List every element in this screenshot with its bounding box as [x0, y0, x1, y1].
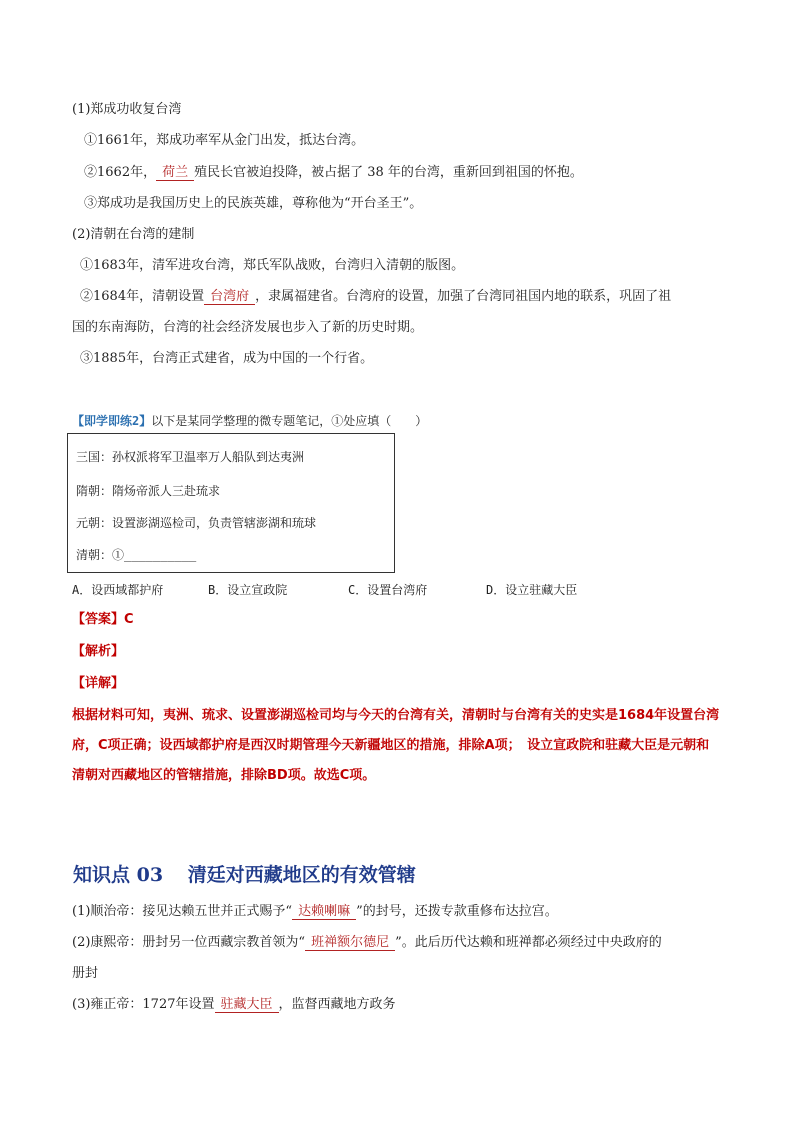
list-item-text: (2)康熙帝：册封另一位西藏宗教首领为“	[72, 935, 306, 950]
list-item-text: ”的封号，还拨专款重修布达拉宫。	[356, 904, 558, 919]
list-item: ③郑成功是我国历史上的民族英雄，尊称他为“开台圣王”。	[84, 196, 423, 211]
list-item-text: (3)雍正帝：1727年设置	[72, 997, 215, 1012]
list-item-text: (1)顺治帝：接见达赖五世并正式赐予“	[72, 904, 293, 919]
fill-blank-answer: 达赖喇嘛	[292, 904, 356, 920]
list-item: ③1885年，台湾正式建省，成为中国的一个行省。	[80, 351, 374, 366]
knowledge-point-title: 清廷对西藏地区的有效管辖	[187, 864, 416, 886]
list-item	[80, 288, 671, 306]
fill-blank-answer: 台湾府	[204, 289, 255, 305]
knowledge-point-heading	[73, 860, 416, 887]
note-line: 三国：孙权派将军卫温率万人船队到达夷洲	[76, 450, 305, 464]
note-line: 隋朝：隋炀帝派人三赴琉求	[76, 484, 221, 498]
list-item: ①1683年，清军进攻台湾，郑氏军队战败，台湾归入清朝的版图。	[80, 258, 465, 273]
question-text: 以下是某同学整理的微专题笔记，①处应填（ ）	[151, 414, 428, 428]
list-item-continuation: 册封	[72, 966, 99, 981]
fill-blank-answer: 驻藏大臣	[215, 997, 279, 1013]
option-b: B．设立宣政院	[208, 583, 288, 597]
fill-blank-answer: 荷兰	[156, 165, 194, 181]
option-a: A．设西域都护府	[72, 583, 164, 597]
answer-label: 【答案】C	[72, 612, 134, 627]
list-item-text: 殖民长官被迫投降，被占据了 38 年的台湾，重新回到祖国的怀抱。	[194, 165, 583, 180]
list-item-text: ”。此后历代达赖和班禅都必须经过中央政府的	[395, 935, 662, 950]
notes-box	[67, 433, 395, 573]
exercise-tag: 【即学即练2】	[72, 414, 152, 428]
list-item	[72, 996, 396, 1014]
exercise-question	[72, 412, 427, 430]
option-d: D．设立驻藏大臣	[486, 583, 578, 597]
fill-blank-answer: 班禅额尔德尼	[305, 935, 395, 951]
section-title-qing-taiwan: (2)清朝在台湾的建制	[72, 227, 195, 242]
detail-label: 【详解】	[72, 676, 125, 691]
section-title-zheng-chenggong: (1)郑成功收复台湾	[72, 102, 182, 117]
list-item	[84, 164, 583, 182]
list-item: ①1661年，郑成功率军从金门出发，抵达台湾。	[84, 133, 365, 148]
note-line: 清朝：①__________	[76, 548, 197, 562]
list-item	[72, 934, 662, 952]
list-item-continuation: 国的东南海防，台湾的社会经济发展也步入了新的历史时期。	[72, 320, 424, 335]
list-item-text: ②1684年，清朝设置	[80, 289, 205, 304]
note-line: 元朝：设置澎湖巡检司，负责管辖澎湖和琉球	[76, 516, 317, 530]
knowledge-point-number: 知识点 03	[73, 864, 164, 886]
list-item-text: ，监督西藏地方政务	[278, 997, 396, 1012]
option-c: C．设置台湾府	[348, 583, 428, 597]
list-item-text: ，隶属福建省。台湾府的设置，加强了台湾同祖国内地的联系，巩固了祖	[255, 289, 672, 304]
detail-explanation: 根据材料可知，夷洲、琉求、设置澎湖巡检司均与今天的台湾有关，清朝时与台湾有关的史实是1684年设置台湾府，C项正确；设西域都护府是西汉时期管理今天新疆地区的措施，排除A项； 设立宣政院和驻藏大臣是元朝和清朝对西藏地区的管辖措施，排除BD项。故选C项。	[72, 708, 720, 783]
list-item	[72, 903, 558, 921]
list-item-text: ②1662年，	[84, 165, 157, 180]
analysis-label: 【解析】	[72, 644, 125, 659]
